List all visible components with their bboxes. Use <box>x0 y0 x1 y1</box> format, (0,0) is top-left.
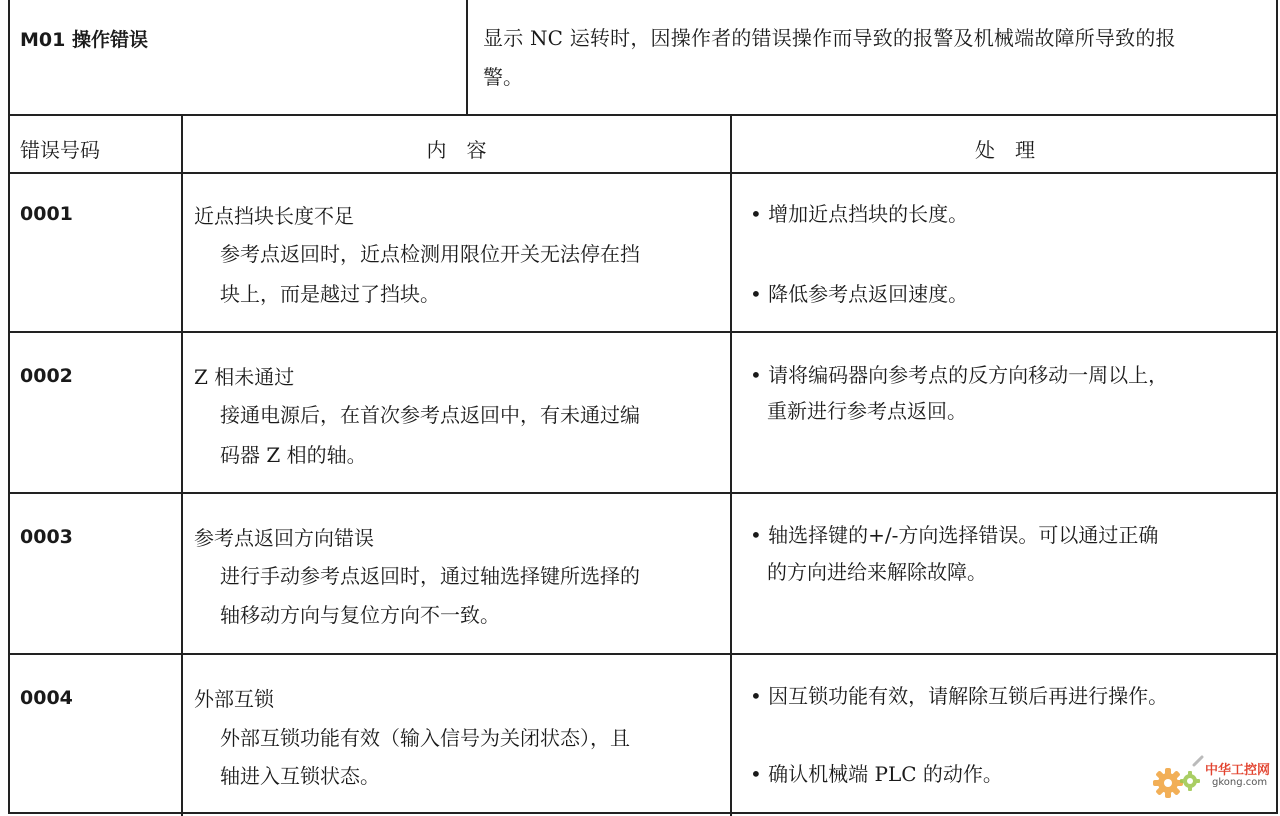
row-detail-line: 码器 Z 相的轴。 <box>220 443 367 467</box>
category-description-line2: 警。 <box>483 65 523 89</box>
column-header-content: 内 容 <box>426 138 487 162</box>
watermark-logo <box>1150 753 1270 803</box>
row-detail-line: 块上，而是越过了挡块。 <box>220 282 440 306</box>
column-divider-1 <box>181 116 183 816</box>
error-code-0004: 0004 <box>20 687 73 709</box>
row-title: 参考点返回方向错误 <box>194 526 374 550</box>
row-action: • 轴选择键的+/-方向选择错误。可以通过正确 <box>750 523 1159 547</box>
error-code-0003: 0003 <box>20 526 73 548</box>
row-title: 外部互锁 <box>194 687 274 711</box>
watermark-name: 中华工控网 <box>1205 763 1271 778</box>
row-divider-2 <box>8 492 1278 494</box>
row-action: • 请将编码器向参考点的反方向移动一周以上， <box>750 363 1169 387</box>
header-box <box>8 0 1278 116</box>
gear-icon <box>1150 753 1210 803</box>
row-divider-3 <box>8 653 1278 655</box>
row-action: 的方向进给来解除故障。 <box>767 560 987 584</box>
row-action: • 增加近点挡块的长度。 <box>750 202 969 226</box>
row-action: 重新进行参考点返回。 <box>767 399 967 423</box>
row-action: • 因互锁功能有效，请解除互锁后再进行操作。 <box>750 684 1169 708</box>
watermark-url: gkong.com <box>1212 777 1268 788</box>
row-title: 近点挡块长度不足 <box>194 204 354 228</box>
row-detail-line: 接通电源后，在首次参考点返回中，有未通过编 <box>220 403 640 427</box>
category-description-line1: 显示 NC 运转时，因操作者的错误操作而导致的报警及机械端故障所导致的报 <box>483 26 1176 50</box>
column-header-error-code: 错误号码 <box>20 138 100 162</box>
column-divider-2 <box>730 116 732 816</box>
row-divider-1 <box>8 331 1278 333</box>
row-action: • 确认机械端 PLC 的动作。 <box>750 762 1003 786</box>
row-detail-line: 轴进入互锁状态。 <box>220 764 380 788</box>
error-code-0001: 0001 <box>20 203 73 225</box>
row-detail-line: 轴移动方向与复位方向不一致。 <box>220 603 500 627</box>
row-detail-line: 外部互锁功能有效（输入信号为关闭状态），且 <box>220 726 630 750</box>
row-divider-header <box>8 172 1278 174</box>
row-title: Z 相未通过 <box>194 365 295 389</box>
header-divider <box>466 0 468 116</box>
error-category-title: M01 操作错误 <box>20 29 148 51</box>
error-code-0002: 0002 <box>20 365 73 387</box>
row-detail-line: 进行手动参考点返回时，通过轴选择键所选择的 <box>220 564 640 588</box>
column-header-handling: 处 理 <box>975 138 1035 162</box>
row-detail-line: 参考点返回时，近点检测用限位开关无法停在挡 <box>220 242 640 266</box>
row-action: • 降低参考点返回速度。 <box>750 282 969 306</box>
